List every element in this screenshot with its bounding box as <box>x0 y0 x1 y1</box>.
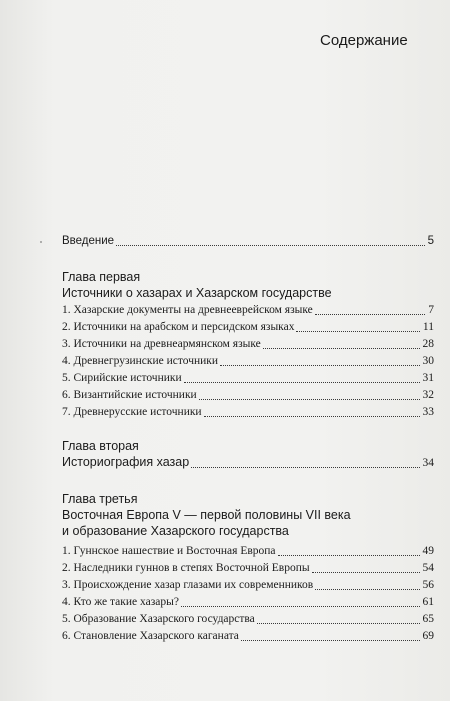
toc-entry-label: 1. Хазарские документы на древнееврейском языке <box>62 304 313 316</box>
toc-entry-historiography <box>62 455 434 471</box>
toc-entry <box>62 579 434 593</box>
toc-page-number: 56 <box>422 579 434 591</box>
toc-page-number: 69 <box>422 630 434 642</box>
toc-page-number: 32 <box>422 389 434 401</box>
dot-leader <box>278 555 420 556</box>
toc-entry <box>62 321 434 335</box>
toc-page-number: 65 <box>422 613 434 625</box>
dot-leader <box>199 399 420 400</box>
dot-leader <box>181 606 420 607</box>
toc-page-number: 7 <box>428 304 434 316</box>
toc-entry <box>62 389 434 403</box>
toc-entry-label: 2. Источники на арабском и персидском языках <box>62 321 295 333</box>
dot-leader <box>220 365 419 366</box>
toc-entry <box>62 355 434 369</box>
toc-page-number: 28 <box>422 338 434 350</box>
dot-leader <box>116 245 425 246</box>
print-speck <box>40 241 42 243</box>
chapter-number: Глава третья <box>62 492 138 506</box>
toc-entry-intro <box>62 235 434 249</box>
bleed-through-text <box>150 62 450 101</box>
toc-page-number: 11 <box>422 321 434 333</box>
toc-entry <box>62 613 434 627</box>
toc-entry-label: 1. Гуннское нашествие и Восточная Европа <box>62 545 276 557</box>
toc-entry <box>62 545 434 559</box>
chapter-title-line-1: Восточная Европа V — первой половины VII века <box>62 508 351 522</box>
toc-entry <box>62 338 434 352</box>
toc-page-number: 49 <box>422 545 434 557</box>
dot-leader <box>315 314 426 315</box>
toc-page-number: 54 <box>422 562 434 574</box>
toc-entry-label: 3. Происхождение хазар глазами их современников <box>62 579 314 591</box>
chapter-number: Глава первая <box>62 270 141 284</box>
dot-leader <box>312 572 420 573</box>
toc-page-number: 33 <box>422 406 434 418</box>
toc-entry-label: 2. Наследники гуннов в степях Восточной Европы <box>62 562 310 574</box>
dot-leader <box>191 467 419 468</box>
dot-leader <box>257 623 420 624</box>
dot-leader <box>315 589 419 590</box>
toc-page-number: 31 <box>422 372 434 384</box>
chapter-1-heading <box>62 269 434 301</box>
toc-entry-label: 6. Становление Хазарского каганата <box>62 630 239 642</box>
toc-entry <box>62 630 434 644</box>
toc-entry <box>62 372 434 386</box>
toc-page-number: 61 <box>422 596 434 608</box>
toc-entry <box>62 406 434 420</box>
toc-entry <box>62 596 434 610</box>
toc-entry-label: 4. Древнегрузинские источники <box>62 355 219 367</box>
toc-entry-label: 5. Сирийские источники <box>62 372 182 384</box>
toc-entry <box>62 304 434 318</box>
toc-entry-label: 3. Источники на древнеармянском языке <box>62 338 261 350</box>
toc-entry-label: Введение <box>62 235 115 247</box>
chapter-3-heading <box>62 491 434 539</box>
toc-entry-label: 7. Древнерусские источники <box>62 406 202 418</box>
toc-page-number: 30 <box>422 355 434 367</box>
toc-entry-label: 6. Византийские источники <box>62 389 197 401</box>
chapter-2-heading <box>62 438 434 454</box>
page-title: Содержание <box>320 32 408 49</box>
dot-leader <box>263 348 420 349</box>
toc-entry-label: 4. Кто же такие хазары? <box>62 596 179 608</box>
chapter-title: Историография хазар <box>62 455 190 469</box>
toc-entry <box>62 562 434 576</box>
toc-page-number: 5 <box>427 235 434 247</box>
dot-leader <box>184 382 420 383</box>
toc-entry-label: 5. Образование Хазарского государства <box>62 613 255 625</box>
dot-leader <box>204 416 420 417</box>
chapter-number: Глава вторая <box>62 439 139 453</box>
toc-page-number: 34 <box>422 457 434 469</box>
dot-leader <box>241 640 420 641</box>
dot-leader <box>296 331 419 332</box>
chapter-title-line-2: и образование Хазарского государства <box>62 524 289 538</box>
chapter-title: Источники о хазарах и Хазарском государстве <box>62 286 332 300</box>
